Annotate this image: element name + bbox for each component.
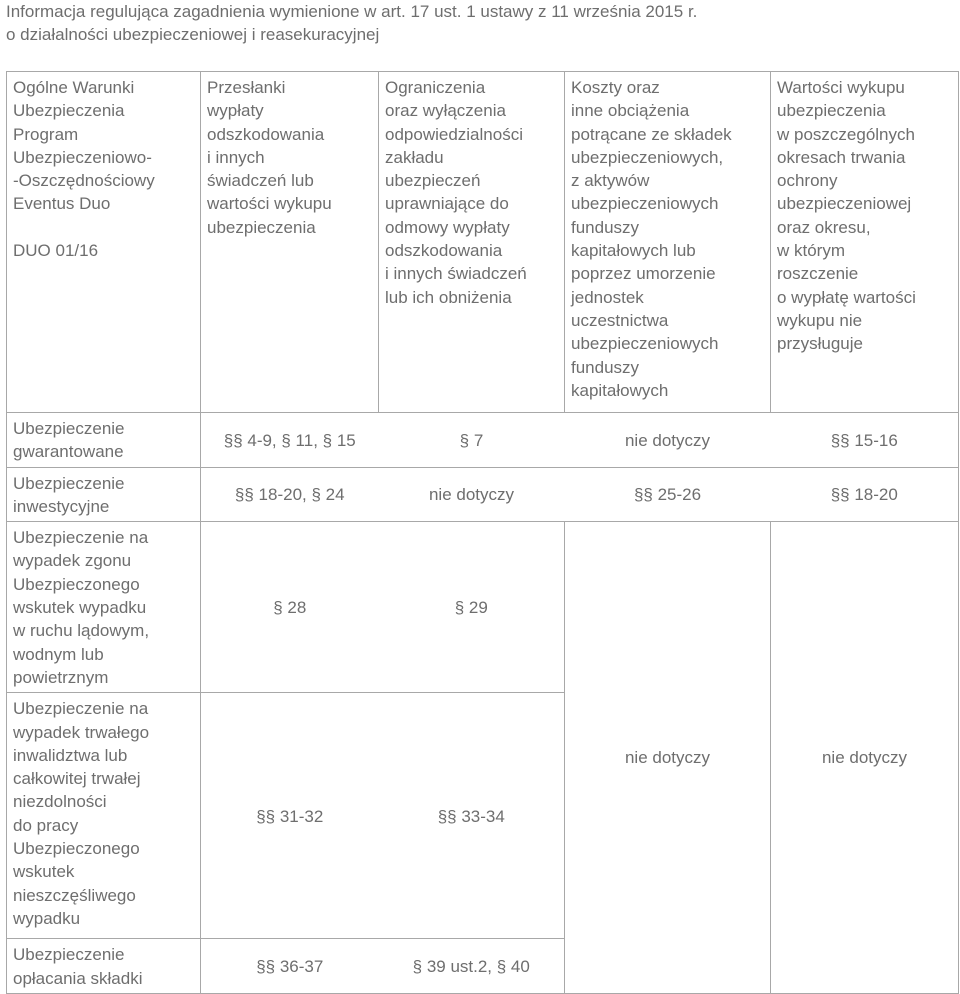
regulation-table xyxy=(6,71,959,994)
row-label-inwestycyjne: Ubezpieczenie inwestycyjne xyxy=(7,467,201,522)
header-cell-koszty: Koszty oraz inne obciążenia potrącane ze składek ubezpieczeniowych, z aktywów ubezpieczeniowych funduszy kapitałowych lub poprzez umorzenie jednostek uczestnictwa ubezpieczeniowych funduszy kapitałowych xyxy=(565,72,771,413)
row-label-skladki: Ubezpieczenie opłacania składki xyxy=(7,939,201,994)
cell-przeslanki: §§ 36-37 xyxy=(201,939,379,994)
cell-przeslanki: §§ 4-9, § 11, § 15 xyxy=(201,413,379,468)
table-row xyxy=(7,522,959,693)
header-cell-przeslanki: Przesłanki wypłaty odszkodowania i innych świadczeń lub wartości wykupu ubezpieczenia xyxy=(201,72,379,413)
cell-ograniczenia: § 39 ust.2, § 40 xyxy=(379,939,565,994)
intro-line-2: o działalności ubezpieczeniowej i reasekuracyjnej xyxy=(6,25,380,44)
row-label-inwalidztwo: Ubezpieczenie na wypadek trwałego inwalidztwa lub całkowitej trwałej niezdolności do pracy Ubezpieczonego wskutek nieszczęśliwego wypadku xyxy=(7,693,201,939)
cell-koszty-merged: nie dotyczy xyxy=(565,522,771,994)
cell-ograniczenia: nie dotyczy xyxy=(379,467,565,522)
intro-line-1: Informacja regulująca zagadnienia wymienione w art. 17 ust. 1 ustawy z 11 września 2015 r. xyxy=(6,2,698,21)
cell-ograniczenia: §§ 33-34 xyxy=(379,693,565,939)
row-label-zgon: Ubezpieczenie na wypadek zgonu Ubezpieczonego wskutek wypadku w ruchu lądowym, wodnym lub powietrznym xyxy=(7,522,201,693)
cell-koszty: nie dotyczy xyxy=(565,413,771,468)
cell-przeslanki: § 28 xyxy=(201,522,379,693)
cell-przeslanki: §§ 31-32 xyxy=(201,693,379,939)
cell-koszty: §§ 25-26 xyxy=(565,467,771,522)
intro-text xyxy=(6,0,946,46)
cell-wartosci: §§ 15-16 xyxy=(771,413,959,468)
header-cell-ograniczenia: Ograniczenia oraz wyłączenia odpowiedzialności zakładu ubezpieczeń uprawniające do odmowy wypłaty odszkodowania i innych świadczeń lub ich obniżenia xyxy=(379,72,565,413)
table-header-row xyxy=(7,72,959,413)
header-cell-wartosci: Wartości wykupu ubezpieczenia w poszczególnych okresach trwania ochrony ubezpieczeniowej oraz okresu, w którym roszczenie o wypłatę wartości wykupu nie przysługuje xyxy=(771,72,959,413)
row-label-gwarantowane: Ubezpieczenie gwarantowane xyxy=(7,413,201,468)
header-cell-owu: Ogólne Warunki Ubezpieczenia Program Ubezpieczeniowo- -Oszczędnościowy Eventus Duo DUO 01/16 xyxy=(7,72,201,413)
table-row xyxy=(7,413,959,468)
cell-wartosci-merged: nie dotyczy xyxy=(771,522,959,994)
table-row xyxy=(7,467,959,522)
cell-przeslanki: §§ 18-20, § 24 xyxy=(201,467,379,522)
cell-ograniczenia: § 29 xyxy=(379,522,565,693)
cell-ograniczenia: § 7 xyxy=(379,413,565,468)
cell-wartosci: §§ 18-20 xyxy=(771,467,959,522)
